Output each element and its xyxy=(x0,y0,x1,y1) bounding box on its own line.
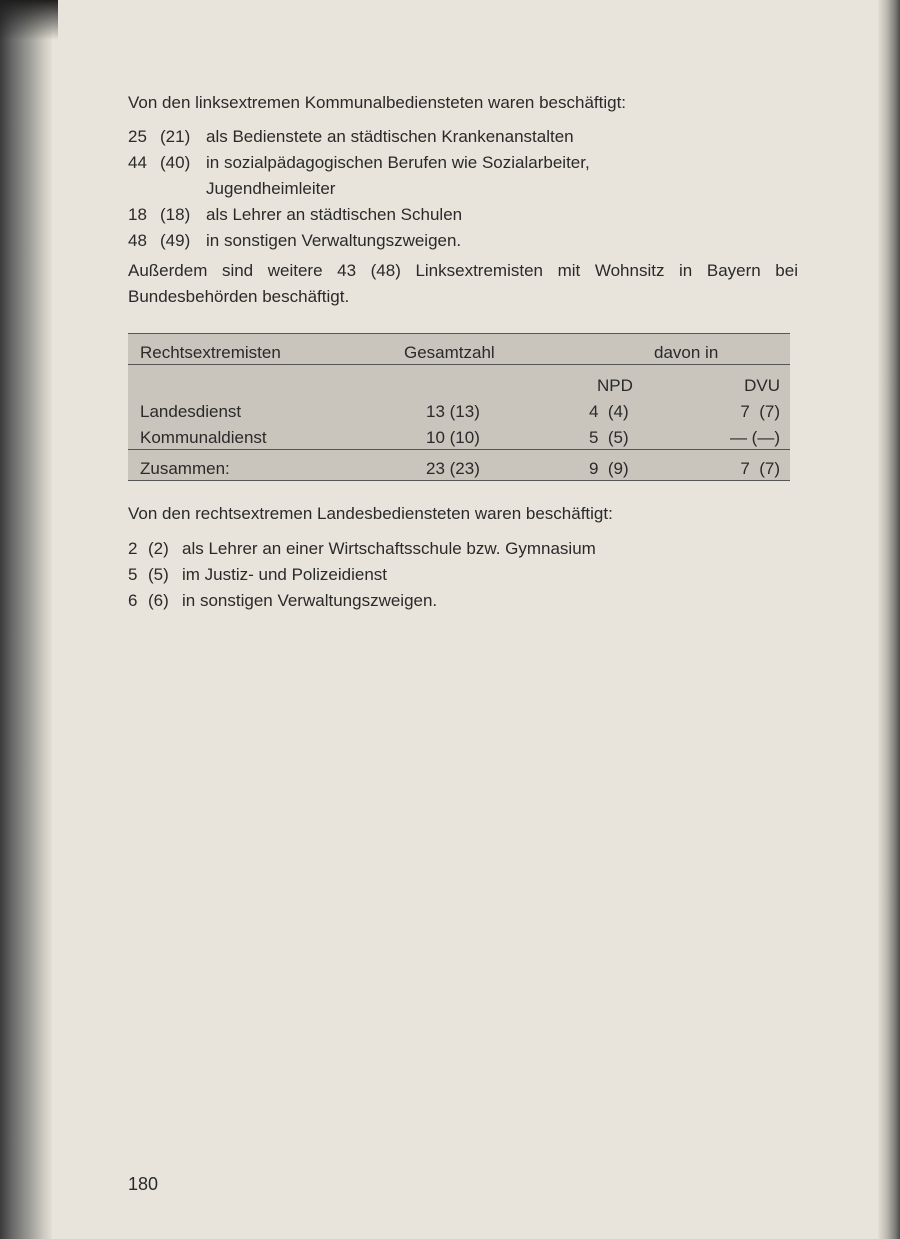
description-line: Jugendheimleiter xyxy=(206,179,336,198)
description xyxy=(206,124,808,150)
previous-count: (21) xyxy=(160,127,191,146)
list-item xyxy=(128,124,808,150)
row-npd: 4 (4) xyxy=(589,402,629,421)
sum-total: 23 (23) xyxy=(426,459,480,478)
description: als Lehrer an einer Wirtschaftsschule bzw. Gymnasium xyxy=(182,539,596,558)
table-body xyxy=(128,365,790,449)
paragraph-line: Bundesbehörden beschäftigt. xyxy=(128,287,350,306)
sum-dvu: 7 (7) xyxy=(740,459,780,478)
count: 25 xyxy=(128,127,147,146)
paragraph-line: Außerdem sind weitere 43 (48) Linksextremisten mit Wohnsitz in Bayern bei xyxy=(128,261,798,280)
sum-label: Zusammen: xyxy=(140,459,230,478)
list-item xyxy=(128,228,808,254)
subheader-dvu: DVU xyxy=(744,376,780,395)
header-davon-in: davon in xyxy=(654,343,719,362)
row-label: Kommunaldienst xyxy=(140,428,267,447)
previous-count: (49) xyxy=(160,231,191,250)
sum-npd: 9 (9) xyxy=(589,459,629,478)
description-line: in sozialpädagogischen Berufen wie Sozialarbeiter, xyxy=(206,153,590,172)
table-row xyxy=(128,421,790,447)
description xyxy=(206,228,808,254)
table-subheader-row xyxy=(128,369,790,395)
header-gesamtzahl: Gesamtzahl xyxy=(404,343,495,362)
previous-count: (2) xyxy=(148,539,169,558)
list-item xyxy=(128,562,808,588)
count: 2 xyxy=(128,539,138,558)
page-edge-shadow xyxy=(878,0,900,1239)
count: 5 xyxy=(128,565,138,584)
description-line: als Bedienstete an städtischen Krankenanstalten xyxy=(206,127,574,146)
table-header-row xyxy=(128,334,790,365)
description: in sonstigen Verwaltungszweigen. xyxy=(182,591,438,610)
count: 44 xyxy=(128,153,147,172)
list-item xyxy=(128,588,808,614)
count: 48 xyxy=(128,231,147,250)
description xyxy=(206,202,808,228)
description-line: als Lehrer an städtischen Schulen xyxy=(206,205,463,224)
previous-count: (5) xyxy=(148,565,169,584)
previous-count: (18) xyxy=(160,205,191,224)
previous-count: (6) xyxy=(148,591,169,610)
count: 6 xyxy=(128,591,138,610)
header-rechtsextremisten: Rechtsextremisten xyxy=(140,343,281,362)
row-label: Landesdienst xyxy=(140,402,242,421)
row-dvu: 7 (7) xyxy=(740,402,780,421)
row-dvu: — (—) xyxy=(729,428,780,447)
spine-top-shadow xyxy=(0,0,58,40)
right-extremists-table xyxy=(128,333,790,481)
row-npd: 5 (5) xyxy=(589,428,629,447)
intro-right-extremists: Von den rechtsextremen Landesbediensteten waren beschäftigt: xyxy=(128,504,613,523)
book-spine-shadow xyxy=(0,0,52,1239)
row-total: 10 (10) xyxy=(426,428,480,447)
table-sum-row xyxy=(128,449,790,480)
previous-count: (40) xyxy=(160,153,191,172)
description xyxy=(206,150,808,202)
description-line: in sonstigen Verwaltungszweigen. xyxy=(206,231,462,250)
list-item xyxy=(128,202,808,228)
page-number: 180 xyxy=(128,1174,159,1194)
list-item xyxy=(128,150,808,202)
description: im Justiz- und Polizeidienst xyxy=(182,565,388,584)
right-extremists-list xyxy=(128,536,808,614)
federal-employees-paragraph xyxy=(128,258,798,310)
list-item xyxy=(128,536,808,562)
subheader-npd: NPD xyxy=(597,376,633,395)
count: 18 xyxy=(128,205,147,224)
row-total: 13 (13) xyxy=(426,402,480,421)
left-extremists-list xyxy=(128,124,808,254)
table-row xyxy=(128,395,790,421)
intro-left-extremists: Von den linksextremen Kommunalbediensteten waren beschäftigt: xyxy=(128,93,627,112)
